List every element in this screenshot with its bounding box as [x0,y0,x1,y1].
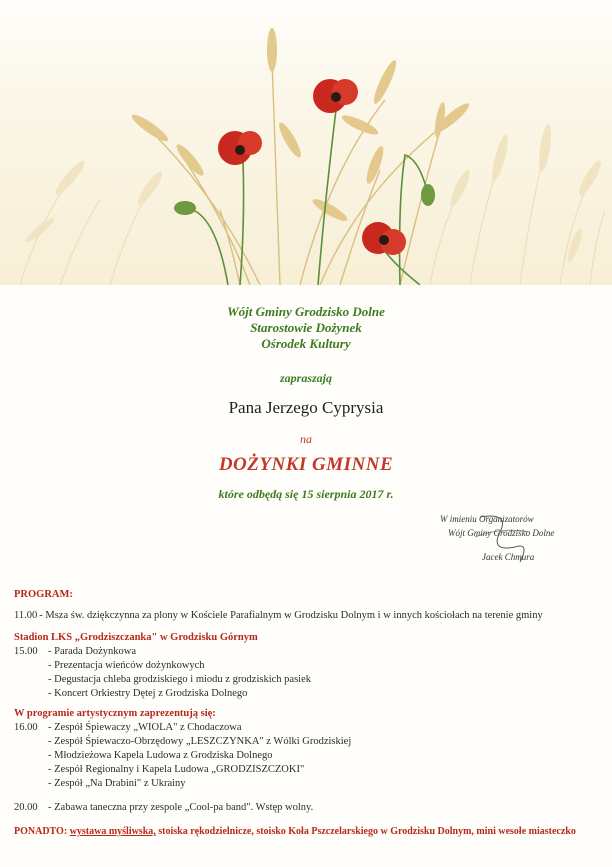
ponadto-line [14,825,604,839]
list-item: - Zespół „Na Drabini" z Ukrainy [48,778,186,789]
signature-name: Jacek Chmura [482,552,535,562]
list-item: - Zespół Śpiewaczy „WIOLA" z Chodaczowa [48,722,242,733]
list-item: - Zespół Regionalny i Kapela Ludowa „GRODZISZCZOKI" [48,764,305,775]
program-time: 20.00 [14,802,38,813]
signature-block [440,512,554,564]
artistic-heading: W programie artystycznym zaprezentują się: [14,708,216,719]
na-word: na [300,432,312,446]
organizer-line: Ośrodek Kultury [261,336,351,351]
list-item: - Młodzieżowa Kapela Ludowa z Grodziska Dolnego [48,750,273,761]
artistic-item-list [48,721,351,791]
program-text: - Msza św. dziękczynna za plony w Kościele Parafialnym w Grodzisku Dolnym i w innych kościołach na terenie gminy [39,610,543,621]
event-date: które odbędą się 15 sierpnia 2017 r. [218,487,394,501]
program-time: 15.00 [14,646,38,657]
ponadto-rest: stoiska rękodzielnicze, stoisko Koła Pszczelarskiego w Grodzisku Dolnym, mini wesołe miasteczko [158,826,576,837]
ponadto-label: PONADTO: [14,826,68,837]
program-heading: PROGRAM: [14,589,73,600]
list-item: - Koncert Orkiestry Dętej z Grodziska Dolnego [48,688,248,699]
program-time: 11.00 [14,610,38,621]
wheat-poppy-illustration [0,0,612,285]
stadium-item-list [48,645,311,701]
program-row-stadium [14,645,604,701]
program-text: - Zabawa taneczna przy zespole „Cool-pa band". Wstęp wolny. [48,802,314,813]
program-row-artistic [14,721,604,791]
organizers-block [0,304,612,352]
stadium-heading: Stadion LKS „Grodziszczanka" w Grodzisku Górnym [14,632,258,643]
list-item: - Parada Dożynkowa [48,646,137,657]
organizer-line: Wójt Gminy Grodzisko Dolne [227,304,385,319]
signature-line: Wójt Gminy Grodzisko Dolne [448,528,555,538]
handwritten-signature-icon [470,512,540,567]
list-item: - Zespół Śpiewaczo-Obrzędowy „LESZCZYNKA" z Wólki Grodziskiej [48,736,352,747]
list-item: - Degustacja chleba grodziskiego i miodu z grodziskich pasiek [48,674,312,685]
list-item: - Prezentacja wieńców dożynkowych [48,660,205,671]
program-section [14,588,604,839]
program-row-dance [14,801,604,815]
invite-verb: zapraszają [279,371,332,385]
event-title: DOŻYNKI GMINNE [218,454,394,475]
organizer-line: Starostowie Dożynek [250,320,362,335]
program-row-mass [14,609,604,623]
guest-name: Pana Jerzego Cyprysia [228,398,384,417]
poppy-bud-icon [174,201,196,215]
poppy-bud-icon [421,184,435,206]
ponadto-highlight: wystawa myśliwska, [69,826,156,837]
signature-line: W imieniu Organizatorów [440,514,534,524]
program-time: 16.00 [14,722,38,733]
